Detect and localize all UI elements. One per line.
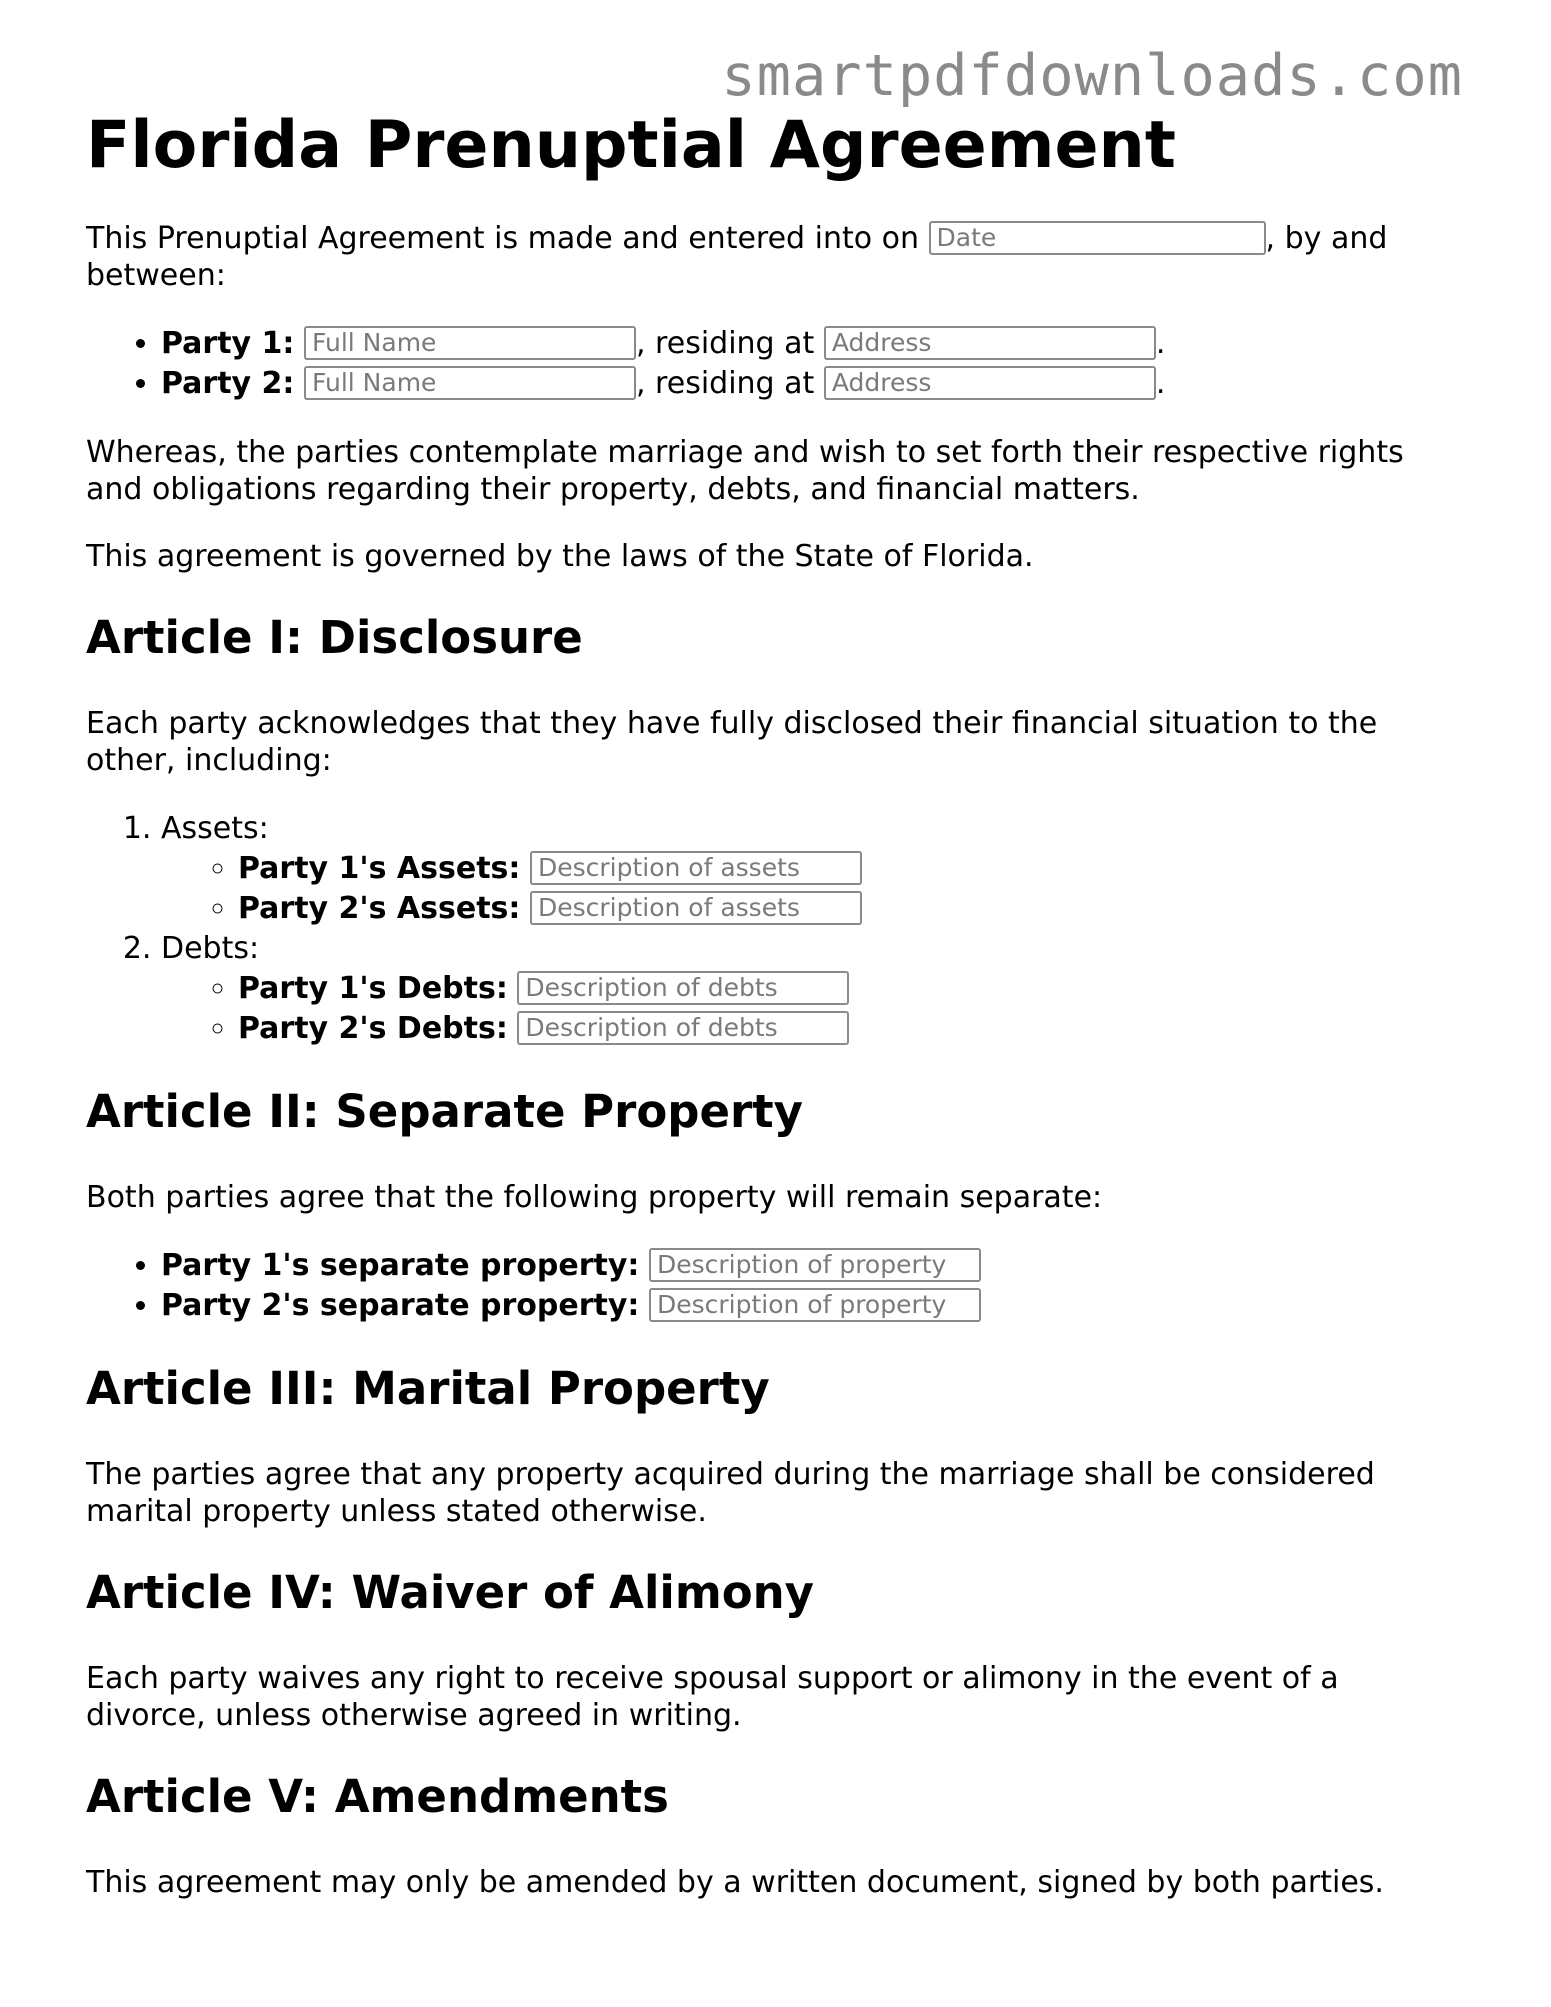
party-1-separate-property-field[interactable] — [649, 1248, 981, 1282]
debts-label: Debts: — [161, 931, 260, 966]
party-1-label: Party 1: — [161, 326, 295, 361]
article-5-heading: Article V: Amendments — [86, 1770, 669, 1823]
disclosure-list — [86, 809, 1466, 1049]
intro-paragraph — [86, 220, 1466, 294]
intro-text: This Prenuptial Agreement is made and entered into on — [86, 221, 919, 256]
governing-law-paragraph: This agreement is governed by the laws of the State of Florida. — [86, 539, 1034, 574]
party-2-debts-field[interactable] — [517, 1011, 849, 1045]
list-item — [238, 849, 1466, 889]
party-1-debts-field[interactable] — [517, 971, 849, 1005]
list-item — [161, 929, 1466, 1049]
party-1-assets-label: Party 1's Assets: — [238, 851, 521, 886]
assets-list — [161, 849, 1466, 929]
period-text: . — [1155, 366, 1166, 401]
article-1-heading: Article I: Disclosure — [86, 611, 583, 664]
whereas-paragraph: Whereas, the parties contemplate marriage and wish to set forth their respective rights and obligations regarding their property, debts, and financial matters. — [86, 435, 1404, 507]
article-1-text: Each party acknowledges that they have fully disclosed their financial situation to the other, including: — [86, 706, 1378, 778]
list-item — [238, 969, 1466, 1009]
list-item — [161, 324, 1466, 364]
party-1-assets-field[interactable] — [530, 851, 862, 885]
list-item — [161, 1286, 1466, 1326]
party-2-separate-property-label: Party 2's separate property: — [161, 1288, 640, 1323]
parties-list — [86, 324, 1466, 404]
article-3-heading: Article III: Marital Property — [86, 1362, 770, 1415]
party-2-assets-field[interactable] — [530, 891, 862, 925]
residing-text: , residing at — [635, 326, 815, 361]
residing-text: , residing at — [635, 366, 815, 401]
list-item — [161, 809, 1466, 929]
list-item — [161, 364, 1466, 404]
party-2-address-field[interactable] — [824, 366, 1156, 400]
party-1-address-field[interactable] — [824, 326, 1156, 360]
party-2-assets-label: Party 2's Assets: — [238, 891, 521, 926]
list-item — [161, 1246, 1466, 1286]
party-1-name-field[interactable] — [304, 326, 636, 360]
debts-list — [161, 969, 1466, 1049]
article-2-text: Both parties agree that the following property will remain separate: — [86, 1180, 1103, 1215]
list-item — [238, 889, 1466, 929]
article-5-text: This agreement may only be amended by a written document, signed by both parties. — [86, 1865, 1384, 1900]
agreement-date-field[interactable] — [929, 221, 1266, 255]
page-title: Florida Prenuptial Agreement — [86, 108, 1176, 183]
list-item — [238, 1009, 1466, 1049]
assets-label: Assets: — [161, 811, 269, 846]
document-page — [86, 108, 1466, 1931]
article-4-heading: Article IV: Waiver of Alimony — [86, 1566, 814, 1619]
article-4-text: Each party waives any right to receive spousal support or alimony in the event of a divorce, unless otherwise agreed in writing. — [86, 1661, 1339, 1733]
article-3-text: The parties agree that any property acquired during the marriage shall be considered marital property unless stated otherwise. — [86, 1457, 1375, 1529]
watermark: smartpdfdownloads.com — [721, 43, 1463, 109]
separate-property-list — [86, 1246, 1466, 1326]
party-1-debts-label: Party 1's Debts: — [238, 971, 508, 1006]
period-text: . — [1155, 326, 1166, 361]
intro-text-after: , by and between: — [86, 221, 1388, 293]
party-2-name-field[interactable] — [304, 366, 636, 400]
party-2-label: Party 2: — [161, 366, 295, 401]
party-2-debts-label: Party 2's Debts: — [238, 1011, 508, 1046]
party-1-separate-property-label: Party 1's separate property: — [161, 1248, 640, 1283]
article-2-heading: Article II: Separate Property — [86, 1085, 804, 1138]
party-2-separate-property-field[interactable] — [649, 1288, 981, 1322]
